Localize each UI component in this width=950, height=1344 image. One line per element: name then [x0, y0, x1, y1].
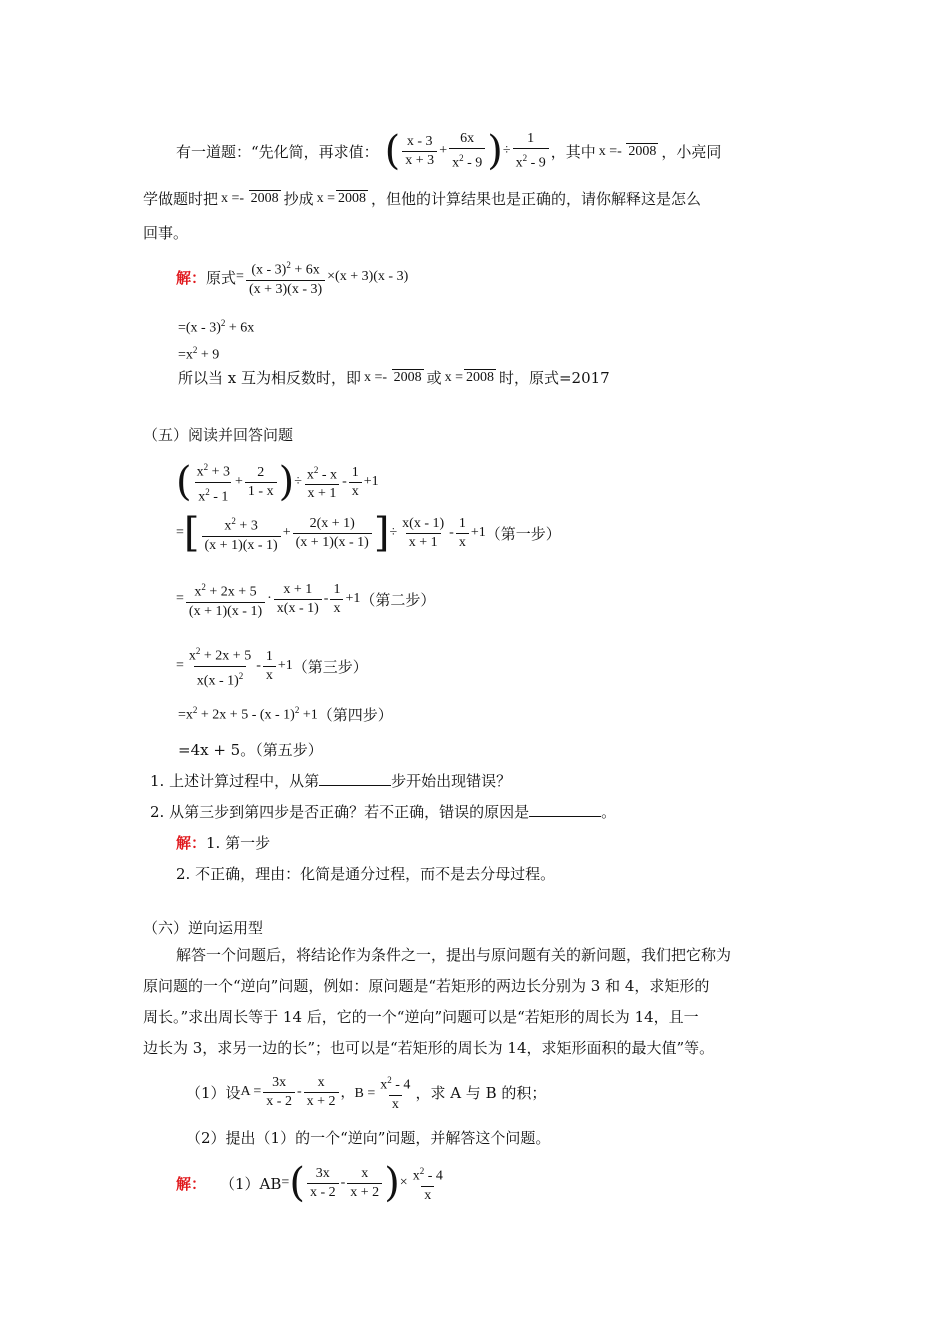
step-3-label: （第三步）	[292, 657, 368, 676]
problem-text-a: 有一道题：“先化简，再求值：	[176, 142, 379, 161]
problem-text-c: ，小亮同	[661, 142, 722, 161]
step-2-label: （第二步）	[360, 590, 436, 609]
fraction: $\frac{x - 3}{x + 3}$	[402, 133, 437, 170]
answer-expr-label: （1）AB	[220, 1174, 282, 1193]
section-6-para-4: 边长为 3，求另一边的长”；也可以是“若矩形的周长为 14，求矩形面积的最大值”等。	[143, 1039, 715, 1057]
problem-text-b: ，其中	[550, 142, 596, 161]
section-5-step-5: =4x + 5。（第五步）	[178, 741, 323, 759]
q1-text-a: （1）设	[186, 1083, 241, 1102]
solution-1-line-3: $=x^2 + 9$	[178, 345, 220, 363]
result-text: 所以当 x 互为相反数时，即	[178, 369, 361, 387]
section-6-question-1: （1）设 A = $\frac{3x}{x - 2}$ - $\frac{x}{x + 2}$ ，B = $\frac{x^2 - 4}{x}$ ，求 A 与 B 的积；	[186, 1074, 547, 1112]
section-5-step-4: $=x^2 + 2x + 5 - (x - 1)^2 +1$ （第四步）	[178, 705, 393, 724]
fraction: $\frac{6x}{x^2 - 9}$	[449, 130, 485, 173]
problem-line-2c: ，但他的计算结果也是正确的，请你解释这是怎么	[371, 190, 702, 208]
q2-text-a: 2. 从第三步到第四步是否正确？若不正确，错误的原因是	[150, 803, 530, 821]
answer-1-text: 1. 第一步	[206, 834, 271, 852]
problem-line-2: 学做题时把 x =- 2008 抄成 x = 2008 ，但他的计算结果也是正确的，请你解释这是怎么	[143, 190, 702, 208]
problem-line-1: 有一道题：“先化简，再求值： ( $\frac{x - 3}{x + 3}$ + $\frac{6x}{x^2 - 9}$ ) ÷ $\frac{1}{x^2 - 9}$ ，其中 x =- 2008 ，小亮同	[176, 128, 722, 175]
section-6-para-1: 解答一个问题后，将结论作为条件之一，提出与原问题有关的新问题，我们把它称为	[176, 946, 732, 964]
section-5-question-1	[150, 770, 511, 791]
section-5-expr: ( $\frac{x^2 + 3}{x^2 - 1}$ + $\frac{2}{1 - x}$ ) ÷ $\frac{x^2 - x}{x + 1}$ - $\frac{1}{x}$ +1	[176, 459, 379, 506]
answer-label: 解：	[176, 1174, 207, 1193]
problem-line-2b: 抄成	[283, 190, 314, 208]
section-5-answer-1	[176, 832, 270, 853]
section-5-step-3: = $\frac{x^2 + 2x + 5}{x(x - 1)^2}$ - $\frac{1}{x}$ +1 （第三步）	[176, 646, 368, 689]
solution-1-line-1: 解： 原式 = $\frac{(x - 3)^2 + 6x}{(x + 3)(x - 3)}$ ×(x + 3)(x - 3)	[176, 256, 408, 299]
section-6-answer: 解： （1）AB = ( $\frac{3x}{x - 2}$ - $\frac{x}{x + 2}$ ) × $\frac{x^2 - 4}{x}$	[176, 1160, 443, 1207]
section-6-para-2: 原问题的一个“逆向”问题，例如：原问题是“若矩形的两边长分别为 3 和 4，求矩形的	[143, 977, 710, 995]
section-6-para-3: 周长。”求出周长等于 14 后，它的一个“逆向”问题可以是“若矩形的周长为 14，且一	[143, 1008, 699, 1026]
q2-text-b: 。	[601, 803, 617, 821]
problem-line-2a: 学做题时把	[143, 190, 219, 208]
or-text: 或	[426, 369, 442, 387]
solution-1-line-2: =(x - 3)$^2$ + 6x	[178, 318, 255, 336]
answer-blank[interactable]	[319, 771, 391, 786]
solution-1-line-4: 所以当 x 互为相反数时，即 x =- 2008 或 x = 2008 时，原式=2017	[178, 369, 610, 387]
answer-blank[interactable]	[529, 802, 601, 817]
fraction: $\frac{(x - 3)^2 + 6x}{(x + 3)(x - 3)}$	[246, 256, 325, 299]
q1-text-b: 步开始出现错误？	[391, 772, 512, 790]
step-1-label: （第一步）	[485, 524, 561, 543]
q1-text-b: ，求 A 与 B 的积；	[415, 1083, 547, 1102]
problem-line-3: 回事。	[143, 224, 189, 242]
section-6-question-2: （2）提出（1）的一个“逆向”问题，并解答这个问题。	[186, 1129, 551, 1147]
yuanshi-label: 原式	[206, 268, 237, 287]
section-5-title: （五）阅读并回答问题	[143, 426, 294, 444]
section-5-answer-2: 2. 不正确，理由：化简是通分过程，而不是去分母过程。	[176, 865, 556, 883]
section-5-step-2: = $\frac{x^2 + 2x + 5}{(x + 1)(x - 1)}$ · $\frac{x + 1}{x(x - 1)}$ - $\frac{1}{x}$ +1 （第二步）	[176, 581, 436, 619]
section-5-question-2	[150, 801, 616, 822]
step-4-label: （第四步）	[317, 706, 393, 724]
fraction: $\frac{1}{x^2 - 9}$	[513, 130, 549, 173]
q1-text-a: 1. 上述计算过程中，从第	[150, 772, 320, 790]
result-value: 时，原式=2017	[498, 369, 610, 387]
solution-label: 解：	[176, 268, 207, 287]
section-5-step-1: = [ $\frac{x^2 + 3}{(x + 1)(x - 1)}$ + $\frac{2(x + 1)}{(x + 1)(x - 1)}$ ] ÷ $\frac{x(x - 1)}{x + 1}$ - $\frac{1}{x}$ +1 （第一步）	[176, 510, 561, 557]
answer-label: 解：	[176, 834, 207, 852]
section-6-title: （六）逆向运用型	[143, 919, 264, 937]
